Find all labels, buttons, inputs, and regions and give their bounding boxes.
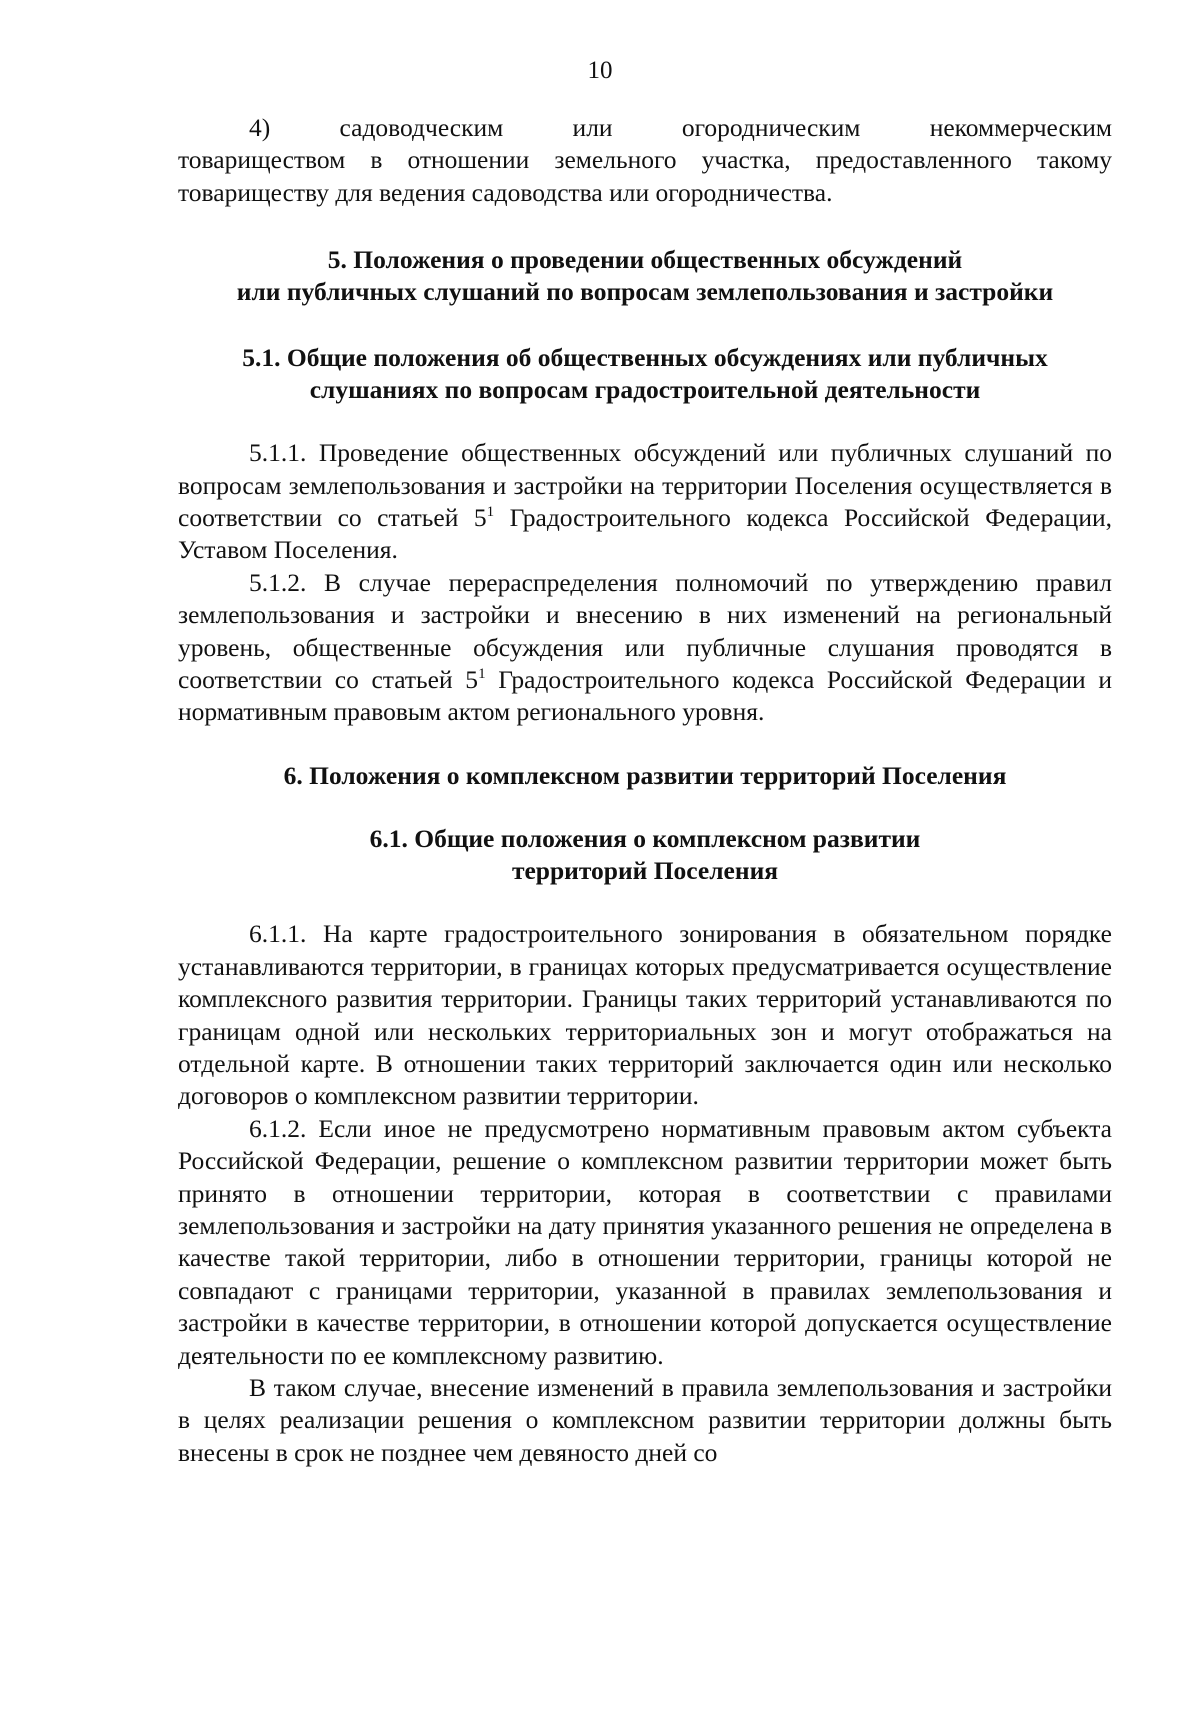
page-number: 10	[587, 57, 613, 84]
superscript-index: 1	[478, 666, 486, 683]
paragraph-5-1-1-text: 5.1.1. Проведение общественных обсуждений или публичных слушаний по вопросам землепользования и застройки на территории Поселения осуществляется в соответствии со статьей 5	[178, 438, 1112, 533]
section-5-heading-line-1: 5. Положения о проведении общественных обсуждений	[327, 245, 963, 275]
subsection-6-1-heading-line-1: 6.1. Общие положения о комплексном развитии	[369, 824, 921, 854]
section-6-heading	[178, 760, 1112, 792]
paragraph-5-1-1	[178, 437, 1112, 567]
paragraph-5-1-2	[178, 567, 1112, 729]
subsection-5-1-heading-line-2: слушаниях по вопросам градостроительной деятельности	[309, 374, 981, 404]
section-5-heading	[178, 244, 1112, 307]
subsection-6-1-heading-line-2: территорий Поселения	[511, 855, 779, 885]
superscript-index: 1	[486, 504, 495, 521]
paragraph-item-4	[178, 112, 1112, 209]
subsection-6-1-heading	[178, 823, 1112, 886]
paragraph-6-1-1: 6.1.1. На карте градостроительного зонирования в обязательном порядке устанавливаются территории, в границах которых предусматривается осуществление комплексного развития территории. Границы таких территорий устанавливаются по границам одной или нескольких территориальных зон и могут отображаться на отдельной карте. В отношении таких территорий заключается один или несколько договоров о комплексном развитии территории.	[178, 919, 1112, 1111]
paragraph-item-4-first-line: 4) садоводческим или огородническим некоммерческим	[249, 113, 1112, 142]
document-body	[178, 112, 1112, 1469]
subsection-5-1-heading	[178, 342, 1112, 405]
paragraph-5-1-2-text: 5.1.2. В случае перераспределения полномочий по утверждению правил землепользования и застройки и внесению в них изменений на региональный уровень, общественные обсуждения или публичные слушания проводятся в соответствии со статьей 5	[178, 567, 1112, 695]
subsection-5-1-heading-line-1: 5.1. Общие положения об общественных обсуждениях или публичных	[242, 343, 1048, 373]
section-6-heading-line-1: 6. Положения о комплексном развитии территорий Поселения	[283, 760, 1007, 790]
paragraph-6-1-2: 6.1.2. Если иное не предусмотрено нормативным правовым актом субъекта Российской Федерации, решение о комплексном развитии территории может быть принято в отношении территории, которая в соответствии с правилами землепользования и застройки на дату принятия указанного решения не определена в качестве такой территории, либо в отношении территории, границы которой не совпадают с границами территории, указанной в правилах землепользования и застройки в качестве территории, в отношении которой допускается осуществление деятельности по ее комплексному развитию.	[178, 1113, 1112, 1370]
paragraph-item-4-rest: товариществом в отношении земельного участка, предоставленного такому товариществу для ведения садоводства или огородничества.	[178, 145, 1112, 207]
paragraph-5-1-2-text-end: Градостроительного кодекса Российской Федерации и нормативным правовым актом регионального уровня.	[178, 665, 1112, 727]
paragraph-5-1-1-text-end: Градостроительного кодекса Российской Федерации, Уставом Поселения.	[178, 503, 1112, 565]
paragraph-final: В таком случае, внесение изменений в правила землепользования и застройки в целях реализации решения о комплексном развитии территории должны быть внесены в срок не позднее чем девяносто дней со	[178, 1373, 1112, 1467]
section-5-heading-line-2: или публичных слушаний по вопросам землепользования и застройки	[236, 276, 1054, 306]
